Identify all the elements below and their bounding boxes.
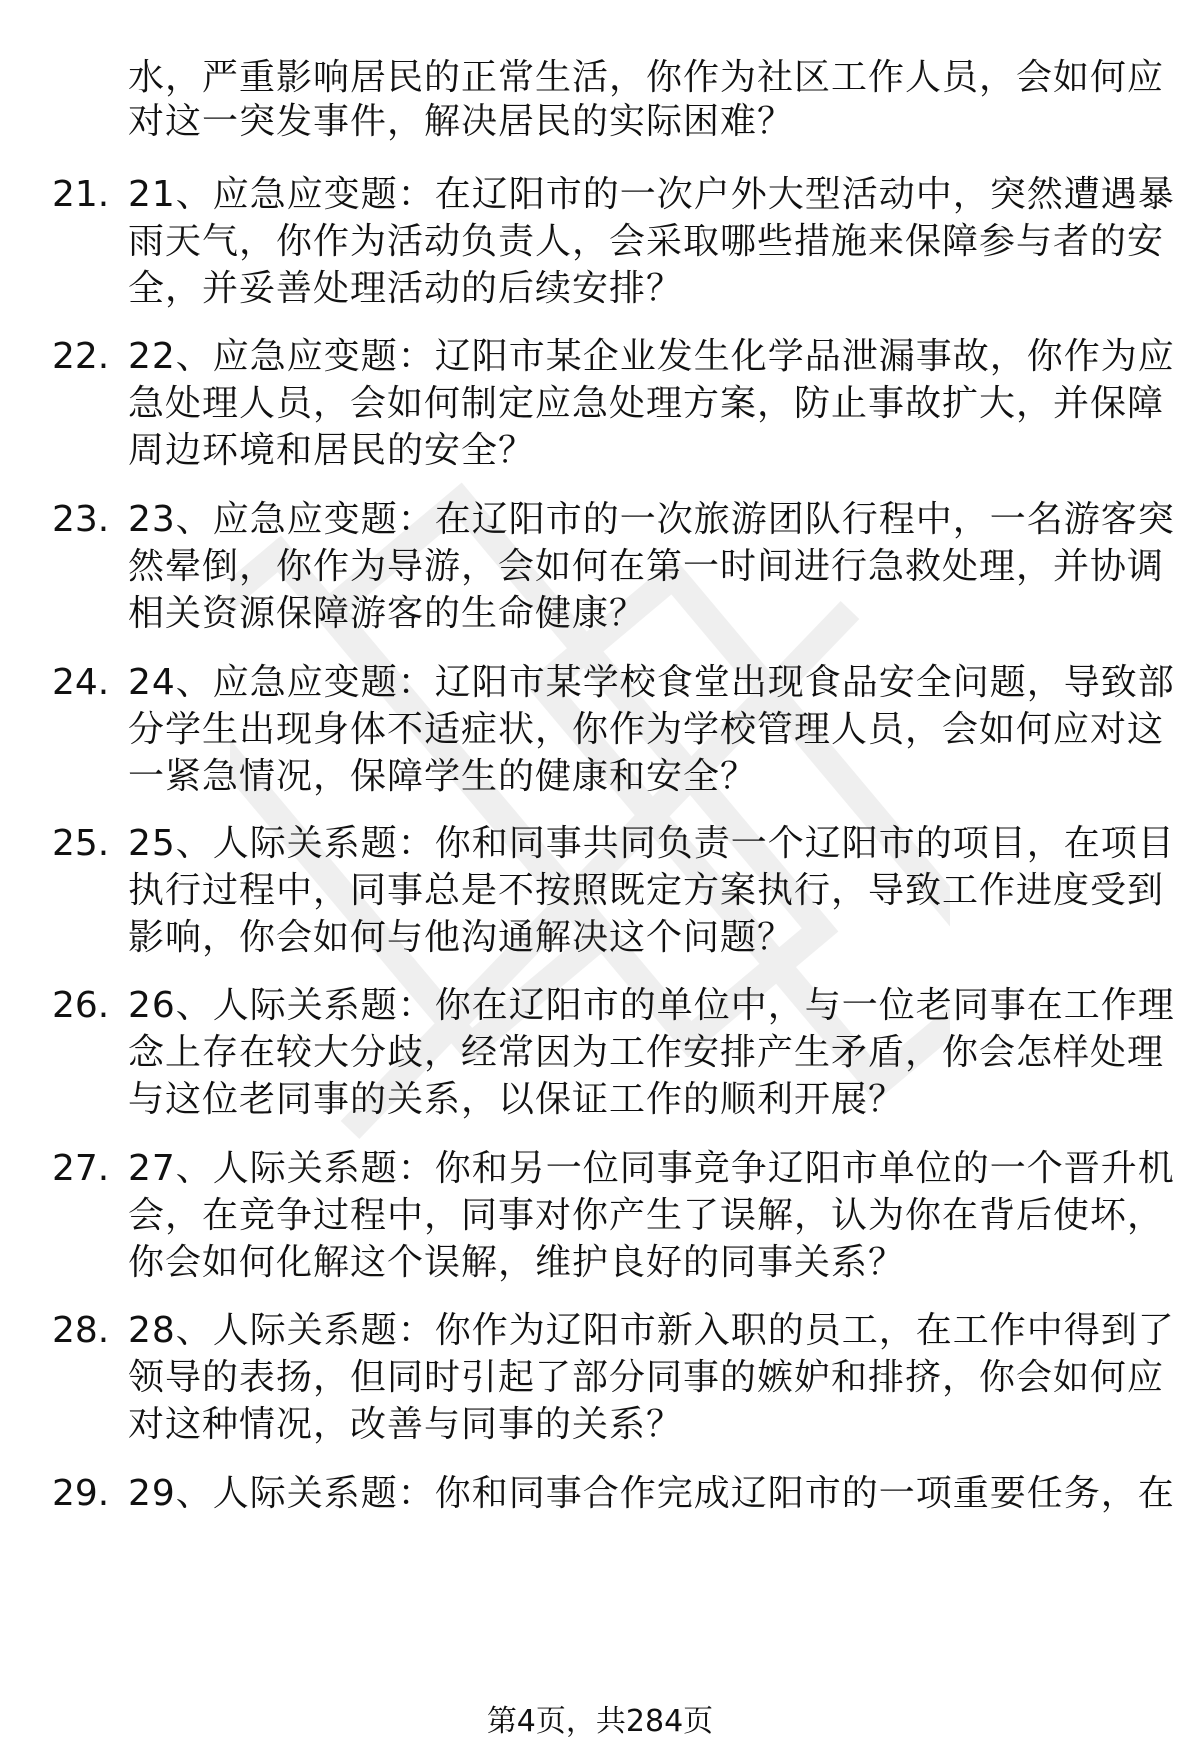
question-line: 念上存在较大分歧，经常因为工作安排产生矛盾，你会怎样处理 <box>128 1032 1165 1073</box>
question-line: 27、人际关系题：你和另一位同事竞争辽阳市单位的一个晋升机 <box>128 1148 1175 1189</box>
question-line: 然晕倒，你作为导游，会如何在第一时间进行急救处理，并协调 <box>128 546 1165 587</box>
question-line: 执行过程中，同事总是不按照既定方案执行，导致工作进度受到 <box>128 870 1165 911</box>
continuation-line: 对这一突发事件，解决居民的实际困难？ <box>128 101 795 142</box>
question-line: 24、应急应变题：辽阳市某学校食堂出现食品安全问题，导致部 <box>128 662 1175 703</box>
question-line: 领导的表扬，但同时引起了部分同事的嫉妒和排挤，你会如何应 <box>128 1357 1165 1398</box>
question-line: 急处理人员，会如何制定应急处理方案，防止事故扩大，并保障 <box>128 383 1165 424</box>
question-line: 29、人际关系题：你和同事合作完成辽阳市的一项重要任务，在 <box>128 1473 1175 1514</box>
question-line: 一紧急情况，保障学生的健康和安全？ <box>128 756 758 797</box>
question-number: 27. <box>52 1148 110 1189</box>
question-text <box>128 1306 1175 1450</box>
question-number: 25. <box>52 823 110 864</box>
question-line: 对这种情况，改善与同事的关系？ <box>128 1404 684 1445</box>
page-number-footer: 第4页，共284页 <box>486 1704 714 1739</box>
question-text <box>128 819 1175 963</box>
question-line: 雨天气，你作为活动负责人，会采取哪些措施来保障参与者的安 <box>128 221 1165 262</box>
question-number: 26. <box>52 985 110 1026</box>
continuation-line: 水，严重影响居民的正常生活，你作为社区工作人员，会如何应 <box>128 57 1165 98</box>
question-line: 相关资源保障游客的生命健康？ <box>128 593 647 634</box>
question-line: 与这位老同事的关系，以保证工作的顺利开展？ <box>128 1079 906 1120</box>
question-text <box>128 495 1175 639</box>
question-line: 28、人际关系题：你作为辽阳市新入职的员工，在工作中得到了 <box>128 1310 1175 1351</box>
question-line: 周边环境和居民的安全？ <box>128 430 536 471</box>
question-line: 23、应急应变题：在辽阳市的一次旅游团队行程中，一名游客突 <box>128 499 1175 540</box>
question-line: 26、人际关系题：你在辽阳市的单位中，与一位老同事在工作理 <box>128 985 1175 1026</box>
question-text <box>128 1469 1175 1519</box>
question-line: 25、人际关系题：你和同事共同负责一个辽阳市的项目，在项目 <box>128 823 1175 864</box>
question-number: 23. <box>52 499 110 540</box>
question-text <box>128 1144 1175 1288</box>
question-number: 29. <box>52 1473 110 1514</box>
question-text <box>128 658 1175 802</box>
question-line: 22、应急应变题：辽阳市某企业发生化学品泄漏事故，你作为应 <box>128 336 1175 377</box>
question-number: 22. <box>52 336 110 377</box>
question-line: 你会如何化解这个误解，维护良好的同事关系？ <box>128 1242 906 1283</box>
question-line: 21、应急应变题：在辽阳市的一次户外大型活动中，突然遭遇暴 <box>128 174 1175 215</box>
question-line: 分学生出现身体不适症状，你作为学校管理人员，会如何应对这 <box>128 709 1165 750</box>
question-line: 影响，你会如何与他沟通解决这个问题？ <box>128 917 795 958</box>
question-number: 21. <box>52 174 110 215</box>
question-text <box>128 332 1175 476</box>
question-line: 会，在竞争过程中，同事对你产生了误解，认为你在背后使坏， <box>128 1195 1165 1236</box>
question-number: 28. <box>52 1310 110 1351</box>
question-text <box>128 981 1175 1125</box>
question-line: 全，并妥善处理活动的后续安排？ <box>128 268 684 309</box>
question-number: 24. <box>52 662 110 703</box>
question-text <box>128 170 1175 314</box>
